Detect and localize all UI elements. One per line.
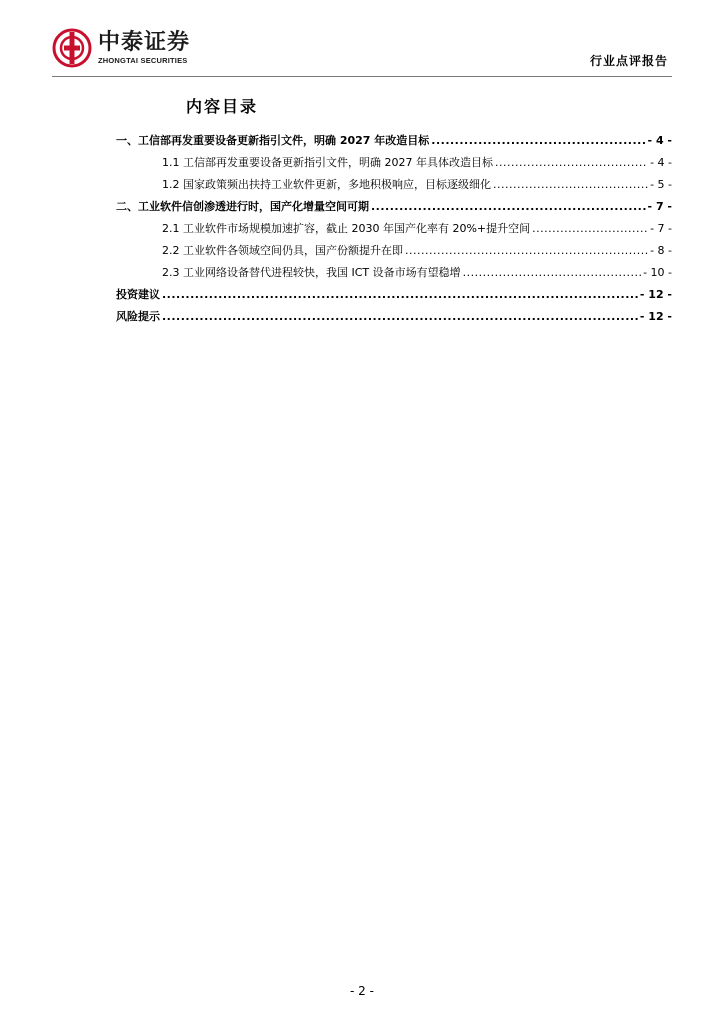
toc-leader-dots — [162, 306, 638, 328]
toc-entry-page: - 10 - — [643, 266, 672, 279]
toc-title: 内容目录 — [186, 97, 259, 116]
zhongtai-logo-icon — [52, 28, 92, 68]
toc-entry-label: 2.1 工业软件市场规模加速扩容，截止 2030 年国产化率有 20%+提升空间 — [162, 222, 531, 235]
toc-entry[interactable] — [116, 174, 672, 196]
toc-entry-page: - 12 - — [639, 310, 672, 323]
toc-leader-dots — [431, 130, 645, 152]
toc-entry[interactable] — [116, 262, 672, 284]
toc-entry-page: - 4 - — [650, 156, 672, 169]
toc-entry[interactable] — [116, 152, 672, 174]
toc-entry[interactable] — [116, 240, 672, 262]
toc-entry-label: 1.2 国家政策频出扶持工业软件更新，多地积极响应，目标逐级细化 — [162, 178, 491, 191]
toc-entry[interactable] — [116, 284, 672, 306]
toc-entry-label: 1.1 工信部再发重要设备更新指引文件，明确 2027 年具体改造目标 — [162, 156, 493, 169]
header-divider — [52, 76, 672, 77]
toc-entry-page: - 7 - — [650, 222, 672, 235]
toc-entry-page: - 12 - — [639, 288, 672, 301]
page-header — [0, 0, 724, 80]
toc-entry[interactable] — [116, 306, 672, 328]
toc-entry[interactable] — [116, 196, 672, 218]
toc-leader-dots — [371, 196, 646, 218]
toc-entry-page: - 7 - — [647, 200, 672, 213]
toc-leader-dots — [162, 284, 638, 306]
toc-entry-label: 投资建议 — [116, 288, 160, 301]
toc-entry[interactable] — [116, 218, 672, 240]
toc-entry-label: 风险提示 — [116, 310, 160, 323]
toc-entry-page: - 8 - — [650, 244, 672, 257]
toc-entry-label: 2.2 工业软件各领域空间仍具，国产份额提升在即 — [162, 244, 403, 257]
toc-leader-dots — [463, 262, 641, 284]
logo-english-name: ZHONGTAI SECURITIES — [98, 55, 188, 65]
toc-leader-dots — [532, 218, 648, 240]
toc-leader-dots — [493, 174, 648, 196]
logo-chinese-name: 中泰证券 — [98, 29, 191, 55]
report-type-label: 行业点评报告 — [589, 54, 668, 68]
toc-entry-label: 2.3 工业网络设备替代进程较快，我国 ICT 设备市场有望稳增 — [162, 266, 461, 279]
toc-leader-dots — [405, 240, 648, 262]
toc-entry[interactable] — [116, 130, 672, 152]
toc-entry-page: - 5 - — [650, 178, 672, 191]
toc-entry-label: 二、工业软件信创渗透进行时，国产化增量空间可期 — [116, 200, 369, 213]
company-logo — [52, 28, 190, 68]
toc-entry-page: - 4 - — [647, 134, 672, 147]
table-of-contents — [116, 130, 672, 328]
page-number: - 2 - — [350, 984, 374, 998]
toc-leader-dots — [495, 152, 648, 174]
toc-entry-label: 一、工信部再发重要设备更新指引文件，明确 2027 年改造目标 — [116, 134, 430, 147]
